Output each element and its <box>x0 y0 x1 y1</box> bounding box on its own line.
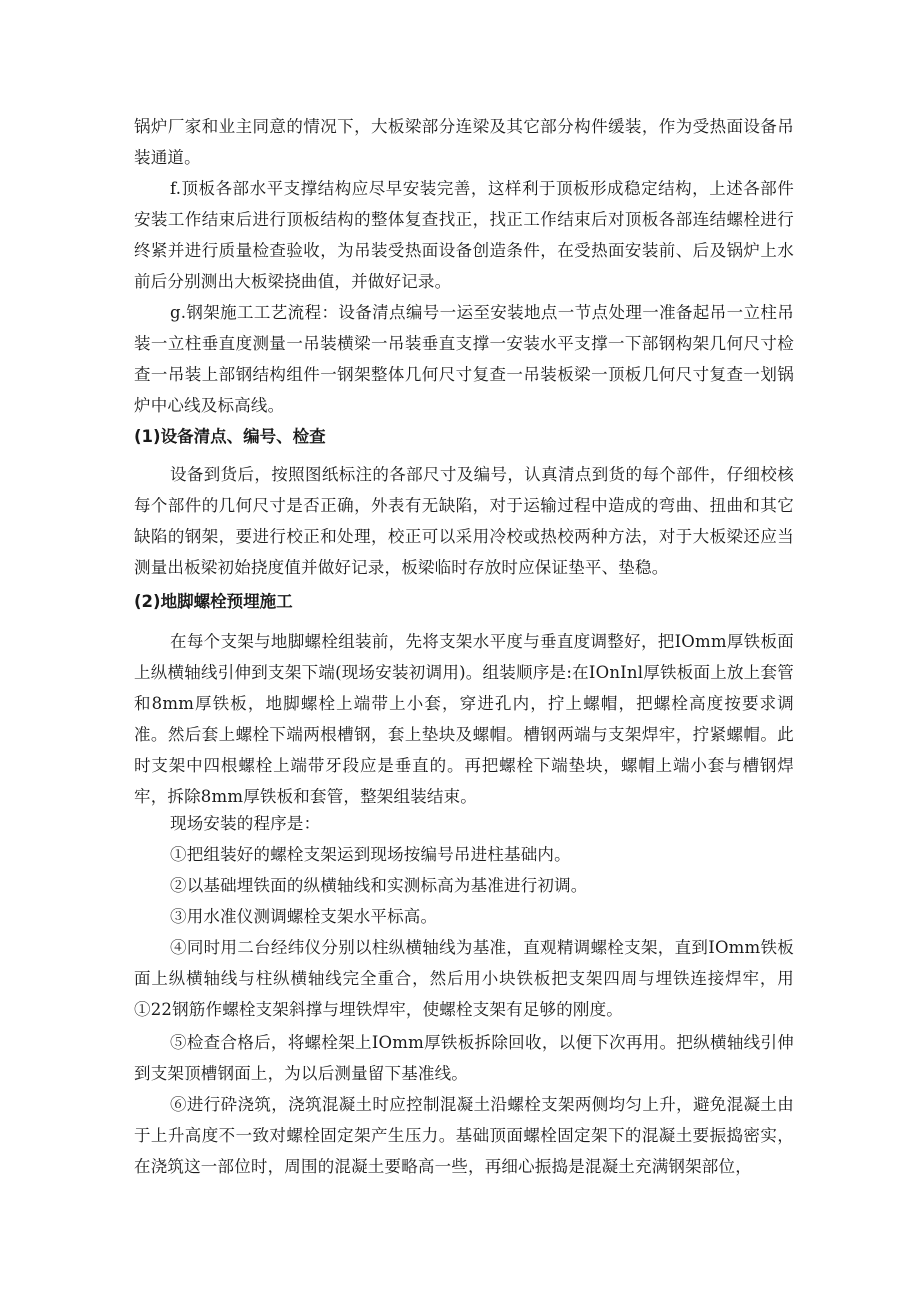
step-2: ②以基础埋铁面的纵横轴线和实测标高为基准进行初调。 <box>170 876 588 895</box>
step-6: ⑥进行砕浇筑，浇筑混凝土时应控制混凝土沿螺栓支架两侧均匀上升，避免混凝土由于上升高度不一致对螺栓固定架产生压力。基础顶面螺栓固定架下的混凝土要振捣密实，在浇筑这一部位时，周围的混凝土要略高一些，再细心振捣是混凝土充满钢架部位， <box>134 1095 794 1176</box>
step-5: ⑤检查合格后，将螺栓架上IOmm厚铁板拆除回收，以便下次再用。把纵横轴线引伸到支架顶槽钢面上，为以后测量留下基准线。 <box>134 1033 794 1083</box>
paragraph-continuation: 锅炉厂家和业主同意的情况下，大板梁部分连梁及其它部分构件缓装，作为受热面设备吊装通道。 <box>134 117 794 167</box>
step-1: ①把组装好的螺栓支架运到现场按编号吊进柱基础内。 <box>170 845 571 864</box>
section-heading-1: (1)设备清点、编号、检查 <box>134 427 326 446</box>
paragraph-procedure-intro: 现场安装的程序是： <box>170 814 321 833</box>
step-4: ④同时用二台经纬仪分别以柱纵横轴线为基准，直观精调螺栓支架，直到IOmm铁板面上纵横轴线与柱纵横轴线完全重合，然后用小块铁板把支架四周与埋铁连接焊牢，用①22钢筋作螺栓支架斜撑与埋铁焊牢，使螺栓支架有足够的刚度。 <box>134 938 794 1019</box>
step-3: ③用水准仪测调螺栓支架水平标高。 <box>170 907 438 926</box>
section-heading-2: (2)地脚螺栓预埋施工 <box>134 592 293 611</box>
paragraph-equipment-check: 设备到货后，按照图纸标注的各部尺寸及编号，认真清点到货的每个部件，仔细校核每个部件的几何尺寸是否正确，外表有无缺陷，对于运输过程中造成的弯曲、扭曲和其它缺陷的钢架，要进行校正和处理，校正可以采用冷校或热校两种方法，对于大板梁还应当测量出板梁初始挠度值并做好记录，板梁临时存放时应保证垫平、垫稳。 <box>134 465 794 577</box>
paragraph-anchor-bolt: 在每个支架与地脚螺栓组装前，先将支架水平度与垂直度调整好，把IOmm厚铁板面上纵横轴线引伸到支架下端(现场安装初调用)。组装顺序是:在IOnInl厚铁板面上放上套管和8mm厚铁板，地脚螺栓上端带上小套，穿进孔内，拧上螺帽，把螺栓高度按要求调准。然后套上螺栓下端两根槽钢，套上垫块及螺帽。槽钢两端与支架焊牢，拧紧螺帽。此时支架中四根螺栓上端带牙段应是垂直的。再把螺栓下端垫块，螺帽上端小套与槽钢焊牢，拆除8mm厚铁板和套管，整架组装结束。 <box>134 632 794 806</box>
paragraph-item-g: g.钢架施工工艺流程：设备清点编号一运至安装地点一节点处理一准备起吊一立柱吊装一立柱垂直度测量一吊装横梁一吊装垂直支撑一安装水平支撑一下部钢构架几何尺寸检查一吊装上部钢结构组件一钢架整体几何尺寸复查一吊装板梁一顶板几何尺寸复查一划锅炉中心线及标高线。 <box>134 303 794 415</box>
paragraph-item-f: f.顶板各部水平支撑结构应尽早安装完善，这样利于顶板形成稳定结构，上述各部件安装工作结束后进行顶板结构的整体复查找正，找正工作结束后对顶板各部连结螺栓进行终紧并进行质量检查验收，为吊装受热面设备创造条件，在受热面安装前、后及锅炉上水前后分别测出大板梁挠曲值，并做好记录。 <box>134 179 794 291</box>
